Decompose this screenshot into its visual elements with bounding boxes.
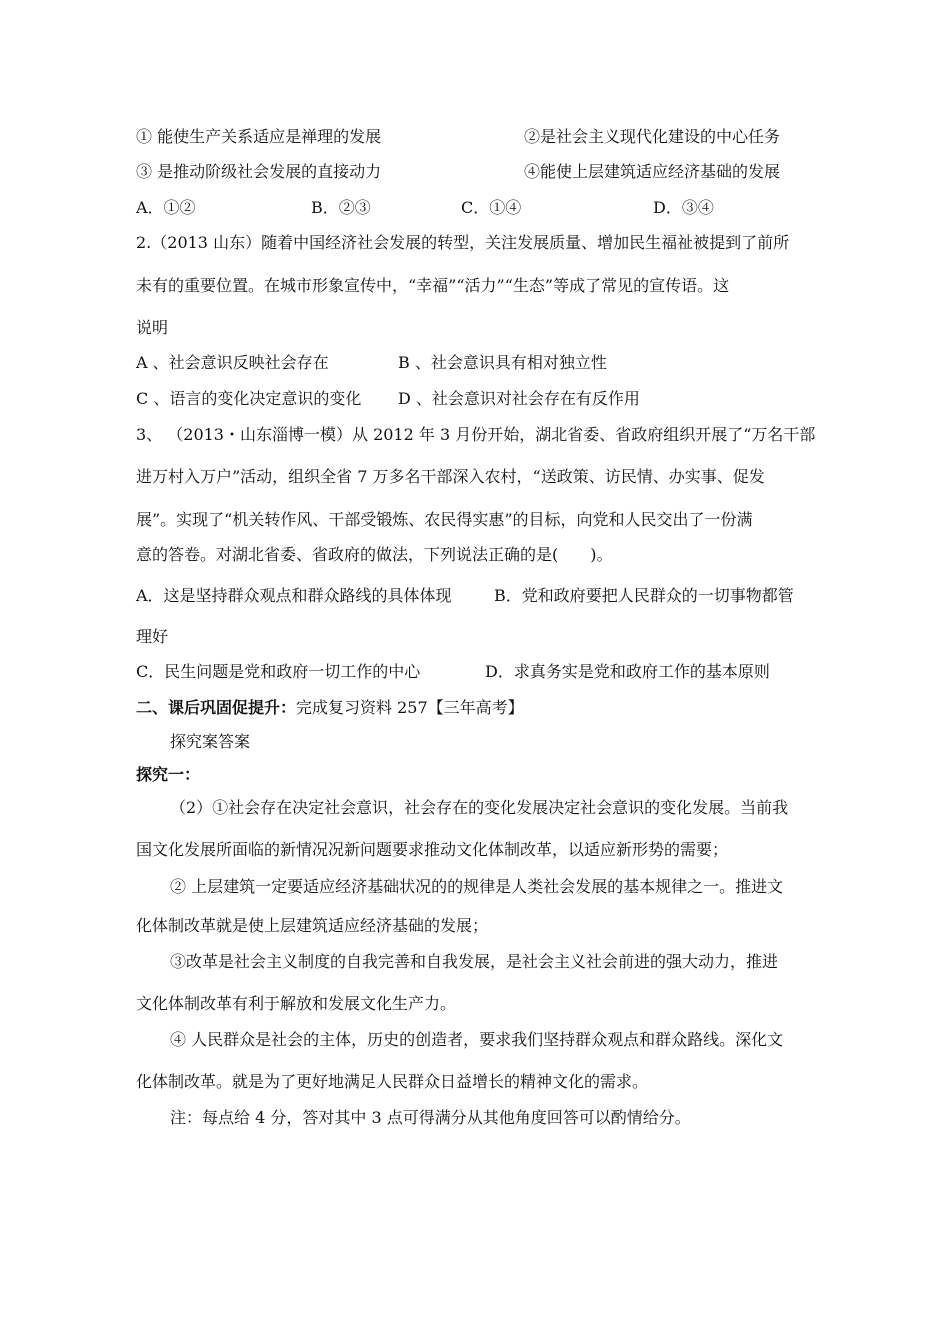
q3-option-a: A．这是坚持群众观点和群众路线的具体体现	[136, 586, 452, 605]
q1-option-b: B．②③	[311, 198, 371, 217]
answer-para-3-line-1: ③改革是社会主义制度的自我完善和自我发展，是社会主义社会前进的强大动力，推进	[170, 952, 779, 971]
section-2	[136, 698, 820, 718]
q3-stem-line-4: 意的答卷。对湖北省委、省政府的做法，下列说法正确的是( )。	[136, 545, 613, 564]
explore-1-heading: 探究一：	[136, 765, 201, 784]
q1-option-c: C．①④	[461, 198, 522, 217]
q2-options-row-1	[136, 353, 820, 373]
answer-para-1-line-1: （2）①社会存在决定社会意识，社会存在的变化发展决定社会意识的变化发展。当前我	[170, 798, 789, 817]
q3-option-d: D．求真务实是党和政府工作的基本原则	[485, 662, 770, 681]
q3-options-row-2	[136, 662, 820, 682]
q3-stem-line-2: 进万村入万户”活动，组织全省 7 万多名干部深入农村，“送政策、访民情、办实事、促发	[136, 467, 765, 486]
q2-options-row-2	[136, 389, 820, 409]
q3-options-row-1	[136, 586, 820, 606]
answer-para-4-line-1: ④ 人民群众是社会的主体，历史的创造者，要求我们坚持群众观点和群众路线。深化文	[170, 1030, 784, 1049]
q1-option-d: D．③④	[653, 198, 714, 217]
q2-option-a: A 、社会意识反映社会存在	[136, 353, 329, 372]
q1-statement-3: ③ 是推动阶级社会发展的直接动力	[136, 162, 382, 181]
q2-option-b: B 、社会意识具有相对独立性	[398, 353, 607, 372]
q1-statement-row-2	[136, 162, 820, 182]
answer-para-4-line-2: 化体制改革。就是为了更好地满足人民群众日益增长的精神文化的需求。	[136, 1072, 649, 1091]
q3-stem-line-1: 3、 （2013・山东淄博一模）从 2012 年 3 月份开始，湖北省委、省政府组织开展了“万名干部	[136, 425, 816, 444]
q2-stem-line-3: 说明	[136, 318, 169, 337]
q1-statement-2: ②是社会主义现代化建设的中心任务	[524, 127, 781, 146]
section-2-text: 完成复习资料 257【三年高考】	[296, 698, 524, 717]
q2-option-c: C 、语言的变化决定意识的变化	[136, 389, 362, 408]
q1-statement-4: ④能使上层建筑适应经济基础的发展	[524, 162, 781, 181]
answers-title: 探究案答案	[170, 732, 251, 751]
q1-statement-row-1	[136, 127, 820, 147]
q3-stem-line-3: 展”。实现了“机关转作风、干部受锻炼、农民得实惠”的目标，向党和人民交出了一份满	[136, 510, 753, 529]
answer-para-1-line-2: 国文化发展所面临的新情况况新问题要求推动文化体制改革，以适应新形势的需要；	[136, 840, 729, 859]
q3-option-b-continued: 理好	[136, 627, 169, 646]
q2-option-d: D 、社会意识对社会存在有反作用	[398, 389, 640, 408]
answer-para-3-line-2: 文化体制改革有利于解放和发展文化生产力。	[136, 994, 457, 1013]
q1-option-a: A．①②	[136, 198, 196, 217]
q3-option-c: C．民生问题是党和政府一切工作的中心	[136, 662, 421, 681]
scoring-note: 注：每点给 4 分，答对其中 3 点可得满分从其他角度回答可以酌情给分。	[170, 1108, 691, 1127]
answer-para-2-line-1: ② 上层建筑一定要适应经济基础状况的的规律是人类社会发展的基本规律之一。推进文	[170, 877, 784, 896]
q2-stem-line-2: 未有的重要位置。在城市形象宣传中，“幸福”“活力”“生态”等成了常见的宣传语。这	[136, 276, 730, 295]
q1-statement-1: ① 能使生产关系适应是禅理的发展	[136, 127, 382, 146]
answer-para-2-line-2: 化体制改革就是使上层建筑适应经济基础的发展；	[136, 916, 489, 935]
section-2-heading: 二、课后巩固促提升：	[136, 698, 297, 717]
q2-stem-line-1: 2.（2013 山东）随着中国经济社会发展的转型，关注发展质量、增加民生福祉被提到了前所	[136, 233, 790, 252]
q3-option-b: B．党和政府要把人民群众的一切事物都管	[494, 586, 794, 605]
